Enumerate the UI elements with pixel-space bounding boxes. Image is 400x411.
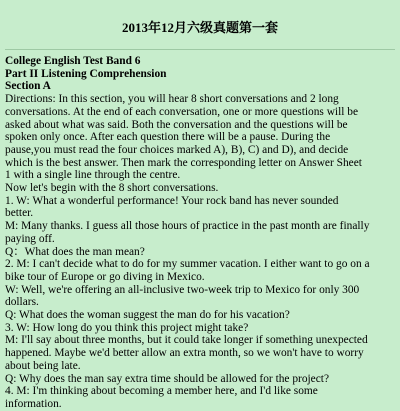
text-line: about being late. [5, 359, 81, 372]
heading-line: College English Test Band 6 [5, 55, 141, 67]
text-line: bike tour of Europe or go diving in Mexico. [5, 270, 205, 283]
text-line: asked about what was said. Both the conversation and the questions will be [5, 118, 348, 131]
text-line: spoken only once. After each question there will be a pause. During the [5, 131, 331, 144]
text-line: 3. W: How long do you think this project might take? [5, 321, 249, 334]
text-line: M: Many thanks. I guess all those hours of practice in the past month are finally [5, 220, 370, 233]
text-line: W: Well, we're offering an all-inclusive two-week trip to Mexico for only 300 [5, 283, 360, 296]
text-line: Now let's begin with the 8 short conversations. [5, 182, 219, 195]
text-line: information. [5, 397, 62, 410]
text-line: pause,you must read the four choices marked A), B), C) and D), and decide [5, 143, 349, 156]
text-line: happened. Maybe we'd better allow an extra month, so we won't have to worry [5, 347, 364, 360]
text-line: better. [5, 207, 34, 220]
heading-line: Section A [5, 80, 51, 93]
text-line: Q: Why does the man say extra time should be allowed for the project? [5, 372, 330, 385]
text-line: 1 with a single line through the centre. [5, 169, 181, 182]
heading-line: Part II Listening Comprehension [5, 67, 167, 80]
text-line: M: I'll say about three months, but it could take longer if something unexpected [5, 334, 368, 347]
text-line: conversations. At the end of each conversation, one or more questions will be [5, 105, 359, 118]
text-line: Q: What does the woman suggest the man do for his vacation? [5, 309, 290, 322]
text-line: dollars. [5, 296, 39, 309]
text-line: which is the best answer. Then mark the corresponding letter on Answer Sheet [5, 156, 362, 169]
page-title: 2013年12月六级真题第一套 [121, 20, 278, 35]
text-line: 4. M: I'm thinking about becoming a member here, and I'd like some [5, 385, 318, 398]
title-divider [5, 49, 395, 50]
text-line: Directions: In this section, you will hear 8 short conversations and 2 long [5, 93, 339, 106]
text-line: paying off. [5, 232, 55, 245]
document-body [5, 55, 395, 411]
text-line: Q：What does the man mean? [5, 245, 145, 258]
text-line: 1. W: What a wonderful performance! Your rock band has never sounded [5, 194, 339, 207]
text-line: 2. M: I can't decide what to do for my summer vacation. I either want to go on a [5, 258, 370, 271]
